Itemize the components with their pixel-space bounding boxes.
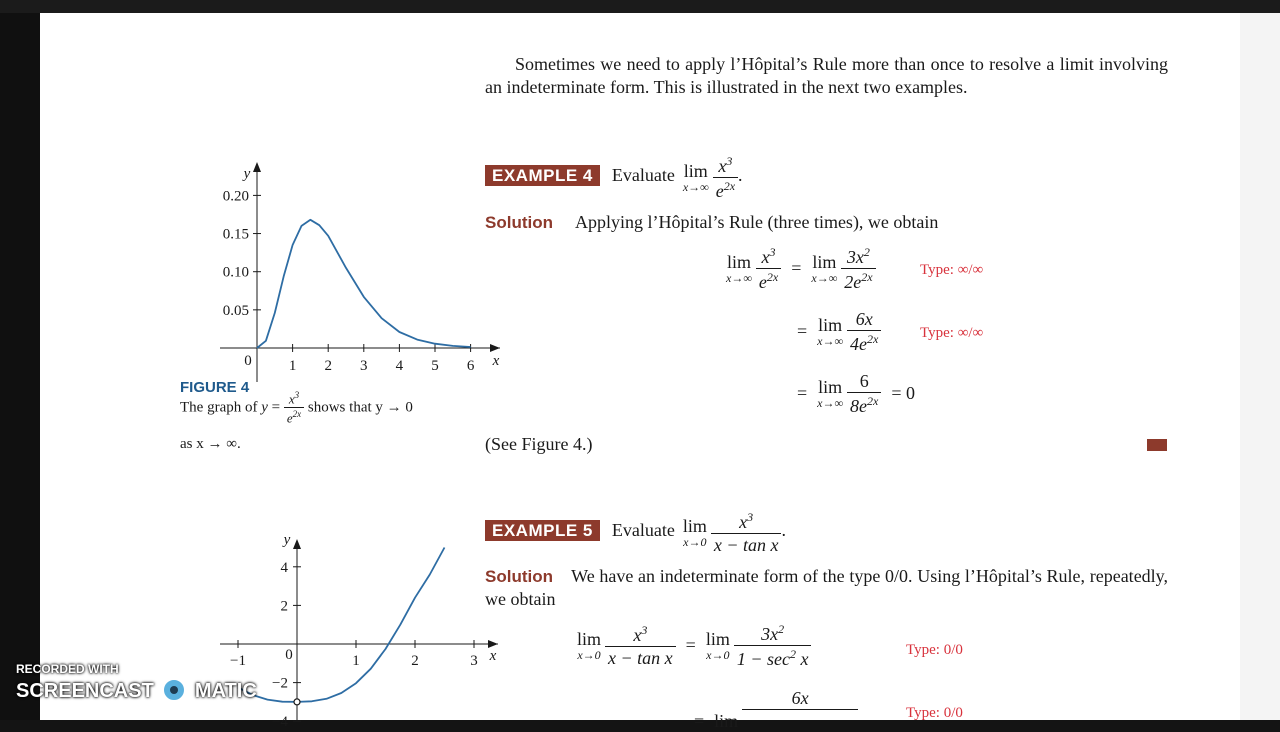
x-axis-arrow [488, 640, 498, 648]
y-tick-label: −2 [272, 675, 288, 692]
example-4-solution [485, 211, 938, 234]
y-axis-arrow [253, 162, 261, 172]
derivation-step: = lim x→∞ $\frac{6}{8e^{2x}}$ = 0 [797, 371, 916, 416]
figure-5-plot [220, 532, 498, 730]
limit-fraction: $\frac{x^3}{e^{2x}}$ [713, 155, 738, 200]
textbook-page [40, 13, 1240, 731]
x-axis-label: x [489, 648, 497, 664]
x-tick-label: −1 [230, 653, 246, 669]
solution-label: Solution [485, 213, 553, 232]
evaluate-label: Evaluate [611, 165, 675, 186]
window-top-bar [0, 0, 1280, 13]
type-annotation: Type: ∞/∞ [920, 262, 984, 278]
y-tick-label: 0.05 [222, 302, 249, 319]
y-tick-label: 0.20 [222, 188, 249, 205]
y-tick-label: 0.10 [222, 264, 249, 281]
example-5-header: EXAMPLE 5 Evaluate lim x→0 $\frac{x^3}{\text{x − tan x}}$ . [485, 511, 786, 554]
x-tick-label: 0 [244, 353, 252, 369]
curve-series [238, 548, 445, 702]
see-figure-text: (See Figure 4.) [485, 434, 593, 454]
x-tick-label: 1 [288, 358, 297, 374]
derivation-step: = lim 6x [688, 689, 858, 732]
figure-4-caption: The graph of y = $\frac{x^3}{e^{2x}}$ shows that y → 0 [180, 390, 413, 426]
derivation-step: lim x→0 $\frac{x^3}{\text{x − tan x}}$ = lim x→0 $\frac{3x^2}{1 - \sec^2 x}$ [577, 623, 811, 668]
y-tick-label: 4 [280, 559, 288, 576]
x-tick-label: 2 [324, 358, 332, 374]
x-tick-label: 0 [285, 647, 293, 663]
figure-4-caption-line2: as x → ∞. [180, 436, 241, 452]
x-tick-label: 3 [360, 358, 368, 374]
example-5-badge: EXAMPLE 5 [485, 520, 600, 541]
y-axis-arrow [293, 539, 301, 549]
x-axis-arrow [490, 344, 500, 352]
record-icon [161, 677, 187, 703]
solution-label: Solution [485, 567, 553, 586]
example-5-solution [485, 565, 1168, 611]
y-tick-label: −4 [272, 714, 288, 731]
figure-4-label: FIGURE 4 [180, 379, 250, 396]
example-4-header: EXAMPLE 4 Evaluate lim x→∞ $\frac{x^3}{e^{2x}}$ . [485, 155, 743, 200]
type-annotation: Type: ∞/∞ [920, 325, 984, 341]
y-tick-label: 0.15 [222, 226, 249, 243]
x-axis-label: x [492, 353, 500, 369]
left-margin [0, 13, 40, 720]
watermark-recorded-with: RECORDED WITH [16, 662, 119, 676]
solution-text: We have an indeterminate form of the type 0/0. Using l’Hôpital’s Rule, repeatedly, we obtain [485, 566, 1169, 609]
y-tick-label: 2 [280, 598, 288, 615]
derivation-step: = lim x→∞ $\frac{6x}{4e^{2x}}$ [791, 310, 881, 353]
watermark-logo: SCREENCAST MATIC [16, 680, 257, 703]
open-point [294, 699, 300, 705]
type-annotation: Type: 0/0 [906, 642, 963, 658]
y-axis-label: y [243, 166, 251, 182]
x-tick-label: 6 [466, 358, 475, 374]
x-tick-label: 1 [352, 653, 360, 669]
limit-operator: lim x→∞ [682, 161, 709, 194]
figure-4-plot [220, 162, 500, 382]
x-tick-label: 4 [395, 358, 404, 374]
solution-text: Applying l’Hôpital’s Rule (three times), we obtain [574, 212, 939, 232]
figure-4-chart [160, 148, 500, 378]
x-tick-label: 2 [411, 653, 419, 669]
x-tick-label: 3 [470, 653, 478, 669]
intro-paragraph: Sometimes we need to apply l’Hôpital’s Rule more than once to resolve a limit involving an indeterminate form. This is illustrated in the next two examples. [485, 54, 1168, 97]
right-margin [1240, 13, 1280, 720]
curve-series [257, 220, 471, 348]
example-4-badge: EXAMPLE 4 [485, 165, 600, 186]
x-tick-label: 5 [431, 358, 439, 374]
type-annotation: Type: 0/0 [906, 705, 963, 721]
end-of-example-marker [1147, 439, 1167, 451]
y-axis-label: y [283, 532, 291, 548]
evaluate-label: Evaluate [611, 520, 675, 541]
derivation-step: lim x→∞ $\frac{x^3}{e^{2x}}$ = lim x→∞ $\frac{3x^2}{2e^{2x}}$ [726, 246, 876, 291]
